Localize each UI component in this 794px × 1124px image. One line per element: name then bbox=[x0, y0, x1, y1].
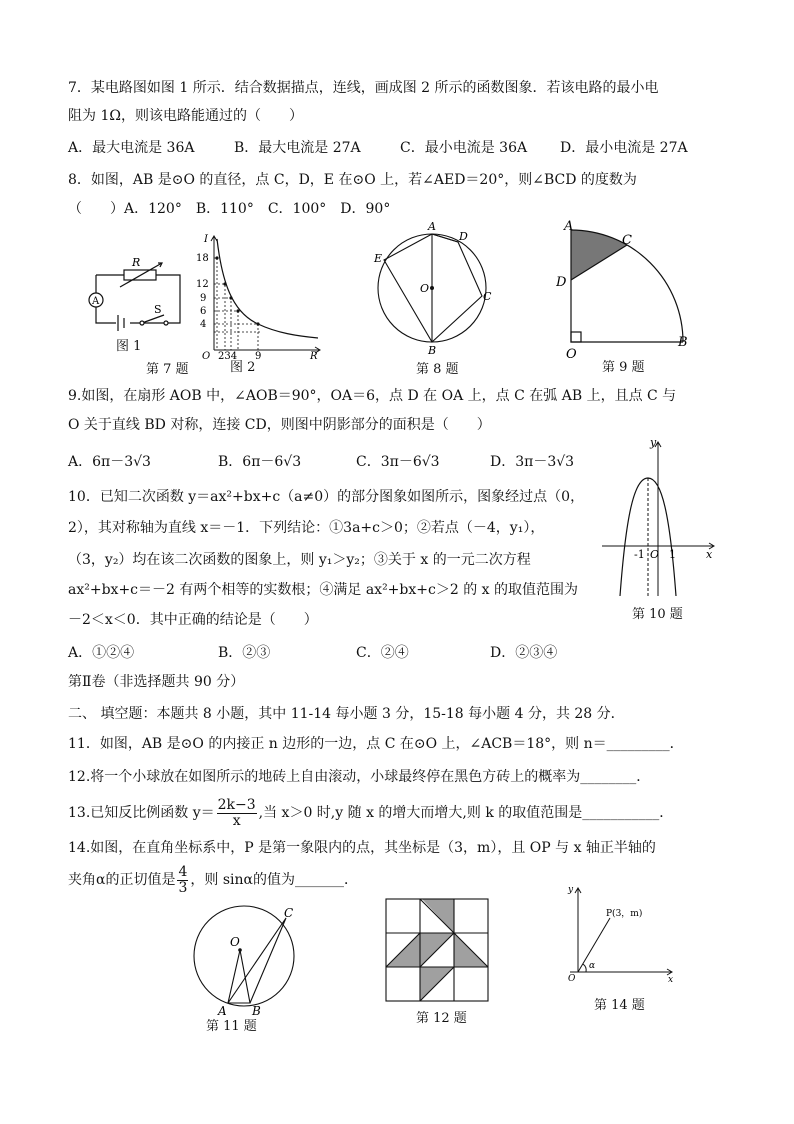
graph-ytick-6: 6 bbox=[200, 306, 207, 317]
q8-line2: （ ）A．120° B．110° C．100° D．90° bbox=[68, 201, 391, 217]
section2-title: 第Ⅱ卷（非选择题共 90 分） bbox=[68, 674, 245, 690]
q10-option-a: A．①②④ bbox=[68, 645, 135, 661]
q13-frac-den: x bbox=[232, 812, 241, 829]
q14-frac-den: 3 bbox=[178, 879, 188, 896]
q14-label-x: x bbox=[668, 975, 674, 984]
q11-label-b: B bbox=[252, 1004, 261, 1016]
circuit-label-a: A bbox=[92, 296, 100, 307]
graph-ytick-9: 9 bbox=[200, 293, 207, 304]
q9-caption: 第 9 题 bbox=[602, 360, 645, 375]
graph-xticks-left: 234 bbox=[218, 351, 238, 360]
q11-caption: 第 11 题 bbox=[206, 1019, 257, 1034]
graph-ytick-4: 4 bbox=[200, 319, 207, 330]
q10-line5: －2＜x＜0．其中正确的结论是（ ） bbox=[68, 612, 318, 628]
q14-fraction bbox=[177, 865, 188, 896]
q13-text bbox=[68, 796, 673, 830]
q9-label-b: B bbox=[678, 335, 688, 350]
q14-label-o: O bbox=[568, 974, 576, 984]
graph-xlabel: R bbox=[310, 351, 318, 360]
q12-caption: 第 12 题 bbox=[416, 1011, 467, 1026]
q8-label-o: O bbox=[420, 282, 430, 295]
q11-label-o: O bbox=[230, 935, 240, 949]
q13-fraction bbox=[217, 798, 257, 829]
q10-parabola-figure bbox=[598, 436, 718, 602]
graph-xtick-9: 9 bbox=[255, 351, 262, 360]
q7-line2: 阻为 1Ω，则该电路能通过的（ ） bbox=[68, 108, 303, 124]
q9-option-d: D．3π－3√3 bbox=[490, 454, 575, 470]
q9-label-d: D bbox=[556, 275, 567, 290]
q7-caption: 第 7 题 bbox=[146, 362, 189, 377]
q10-label-1: 1 bbox=[669, 548, 676, 561]
graph-ylabel: I bbox=[204, 234, 208, 245]
q10-option-c: C．②④ bbox=[356, 645, 409, 661]
q9-label-a: A bbox=[564, 219, 574, 234]
q14-line2 bbox=[68, 862, 358, 898]
q14-label-alpha: α bbox=[589, 961, 596, 971]
q14-line2-pre: 夹角α的正切值是 bbox=[68, 872, 176, 888]
q14-label-y: y bbox=[568, 885, 574, 895]
q9-line1: 9.如图，在扇形 AOB 中，∠AOB＝90°，OA＝6，点 D 在 OA 上，点 C 在弧 AB 上，且点 C 与 bbox=[68, 388, 677, 404]
q14-coordinate-figure bbox=[562, 884, 682, 984]
q14-caption: 第 14 题 bbox=[594, 998, 645, 1013]
q7-option-b: B．最大电流是 27A bbox=[234, 140, 361, 156]
q7-line1: 7．某电路图如图 1 所示．结合数据描点，连线，画成图 2 所示的函数图象．若该电路的最小电 bbox=[68, 80, 659, 96]
q10-label-x: x bbox=[706, 548, 713, 561]
graph-caption: 图 2 bbox=[230, 360, 256, 375]
q12-tile-figure bbox=[384, 897, 490, 1003]
section2-instruction: 二、 填空题：本题共 8 小题，其中 11-14 每小题 3 分，15-18 每小题 4 分，共 28 分． bbox=[68, 706, 625, 722]
q8-label-e: E bbox=[374, 252, 383, 265]
q10-line4: ax²+bx+c＝－2 有两个相等的实数根；④满足 ax²+bx+c＞2 的 x 的取值范围为 bbox=[68, 582, 578, 598]
q9-option-b: B．6π－6√3 bbox=[218, 454, 302, 470]
circuit-label-s: S bbox=[154, 303, 162, 316]
q10-label-o: O bbox=[650, 548, 660, 561]
q10-line3: （3，y₂）均在该二次函数的图象上，则 y₁＞y₂；③关于 x 的一元二次方程 bbox=[68, 552, 531, 568]
q13-frac-num: 2k−3 bbox=[217, 796, 256, 813]
q7-option-d: D．最小电流是 27A bbox=[560, 140, 688, 156]
q13-pre: 13.已知反比例函数 y＝ bbox=[68, 805, 215, 821]
q8-caption: 第 8 题 bbox=[416, 362, 459, 377]
q10-caption: 第 10 题 bbox=[632, 607, 683, 622]
q11-label-c: C bbox=[284, 906, 294, 920]
q10-line1: 10．已知二次函数 y＝ax²+bx+c（a≠0）的部分图象如图所示，图象经过点（0， bbox=[68, 489, 585, 505]
q14-line1: 14.如图，在直角坐标系中，P 是第一象限内的点，其坐标是（3，m），且 OP 与 x 轴正半轴的 bbox=[68, 840, 656, 856]
q11-text: 11．如图，AB 是⊙O 的内接正 n 边形的一边，点 C 在⊙O 上，∠ACB＝18°，则 n＝_________． bbox=[68, 736, 684, 752]
q8-label-a: A bbox=[428, 220, 436, 233]
current-resistance-graph bbox=[192, 232, 328, 360]
q9-sector-figure bbox=[556, 218, 696, 360]
graph-ytick-12: 12 bbox=[196, 279, 209, 290]
q10-label-neg1: -1 bbox=[634, 548, 645, 561]
q8-label-c: C bbox=[483, 290, 492, 303]
q11-label-a: A bbox=[218, 1004, 227, 1016]
q7-option-c: C．最小电流是 36A bbox=[400, 140, 528, 156]
q8-circle-figure bbox=[370, 218, 500, 356]
q10-option-b: B．②③ bbox=[218, 645, 271, 661]
q9-option-c: C．3π－6√3 bbox=[356, 454, 440, 470]
q14-label-p: P(3，m) bbox=[606, 909, 643, 919]
q13-post: ,当 x＞0 时,y 随 x 的增大而增大,则 k 的取值范围是___________． bbox=[258, 805, 674, 821]
q8-label-d: D bbox=[459, 230, 468, 243]
q11-circle-figure bbox=[192, 904, 302, 1016]
q9-option-a: A．6π－3√3 bbox=[68, 454, 151, 470]
q10-label-y: y bbox=[650, 436, 657, 449]
circuit-label-r: R bbox=[132, 256, 141, 269]
circuit-diagram bbox=[80, 255, 190, 335]
graph-ytick-18: 18 bbox=[196, 253, 209, 264]
graph-origin: O bbox=[202, 351, 211, 360]
q14-line2-post: ，则 sinα的值为_______． bbox=[190, 872, 358, 888]
q10-line2: 2），其对称轴为直线 x＝－1．下列结论：①3a+c＞0；②若点（－4，y₁）， bbox=[68, 520, 545, 536]
q10-option-d: D．②③④ bbox=[490, 645, 558, 661]
q9-label-c: C bbox=[622, 233, 632, 248]
q12-text: 12.将一个小球放在如图所示的地砖上自由滚动，小球最终停在黑色方砖上的概率为________． bbox=[68, 769, 651, 785]
q14-frac-num: 4 bbox=[178, 863, 188, 880]
q9-line2: O 关于直线 BD 对称，连接 CD，则图中阴影部分的面积是（ ） bbox=[68, 417, 491, 433]
q8-line1: 8．如图，AB 是⊙O 的直径，点 C，D，E 在⊙O 上，若∠AED＝20°，则∠BCD 的度数为 bbox=[68, 172, 637, 188]
q9-shaded-region bbox=[571, 230, 627, 280]
q7-option-a: A．最大电流是 36A bbox=[68, 140, 195, 156]
q9-label-o: O bbox=[566, 347, 577, 360]
circuit-caption: 图 1 bbox=[116, 339, 142, 354]
q8-label-b: B bbox=[428, 344, 437, 356]
